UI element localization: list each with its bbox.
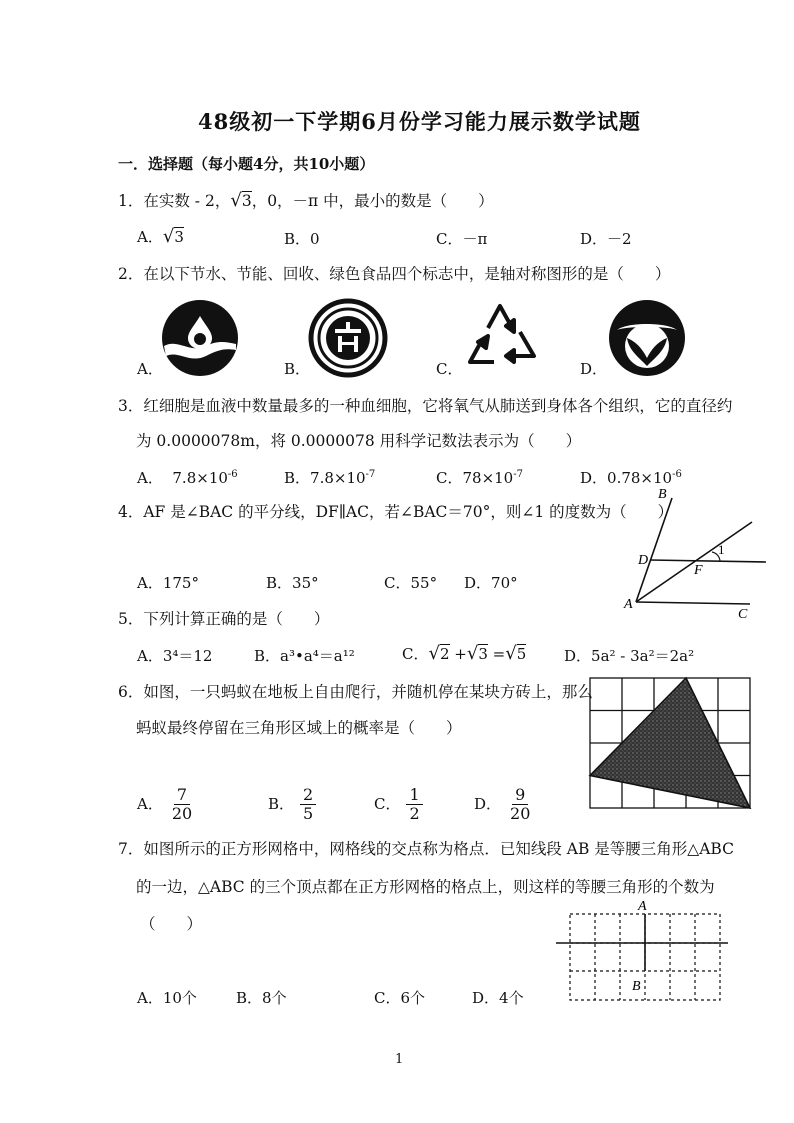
recycling-logo-icon — [462, 298, 542, 374]
question-2: 2．在以下节水、节能、回收、绿色食品四个标志中，是轴对称图形的是（ ） — [118, 265, 671, 283]
q2-label-a: A． — [137, 360, 163, 378]
q6-option-d: D． $\frac{9}{20}$ — [474, 785, 531, 824]
question-3-line2: 为 0.0000078m，将 0.0000078 用科学记数法表示为（ ） — [136, 432, 582, 450]
q6-grid-figure — [588, 676, 752, 810]
question-4: 4．AF 是∠BAC 的平分线，DF∥AC，若∠BAC＝70°，则∠1 的度数为（ ） — [118, 503, 674, 521]
q4-option-b: B．35° — [266, 574, 319, 592]
q7-option-c: C．6个 — [374, 989, 426, 1007]
water-saving-logo-icon — [160, 298, 240, 378]
q2-label-d: D． — [580, 360, 608, 378]
q3-option-d: D．$0.78\times 10^{-6}$ — [580, 469, 682, 487]
q7-option-a: A．10个 — [137, 989, 197, 1007]
label-a: A — [624, 597, 633, 612]
q3-option-b: B．$7.8\times 10^{-7}$ — [284, 469, 376, 487]
q2-label-b: B． — [284, 360, 311, 378]
label-b: B — [632, 979, 641, 994]
q1-stem-b: ，0，－π 中，最小的数是（ ） — [251, 192, 494, 210]
section-header: 一．选择题（每小题4分，共10小题） — [118, 155, 375, 173]
q1-option-d: D．－2 — [580, 230, 632, 248]
q1-option-c: C．－π — [436, 230, 488, 248]
q4-angle-figure — [620, 484, 770, 624]
label-b: B — [658, 487, 667, 502]
q7-grid-figure — [552, 896, 732, 1004]
q3-option-a: A． $7.8\times 10^{-6}$ — [137, 469, 238, 487]
q7-option-d: D．4个 — [472, 989, 524, 1007]
q4-option-d: D．70° — [464, 574, 518, 592]
question-7-line3: （ ） — [140, 915, 203, 933]
q5-option-a: A．3⁴＝12 — [137, 647, 213, 665]
q1-sqrt: √3 — [230, 190, 252, 211]
q5-option-b: B．a³•a⁴＝a¹² — [254, 647, 355, 665]
q7-option-b: B．8个 — [236, 989, 287, 1007]
page-title: 48级初一下学期6月份学习能力展示数学试题 — [198, 109, 641, 134]
green-food-logo-icon — [607, 298, 687, 378]
q1-option-b: B．0 — [284, 230, 320, 248]
q6-option-b: B． $\frac{2}{5}$ — [268, 786, 316, 824]
q6-option-c: C． $\frac{1}{2}$ — [374, 786, 423, 824]
question-5: 5．下列计算正确的是（ ） — [118, 610, 330, 628]
label-d: D — [638, 553, 649, 568]
q2-label-c: C． — [436, 360, 463, 378]
label-f: F — [694, 563, 703, 578]
label-a: A — [638, 899, 647, 914]
line-df — [650, 560, 766, 562]
q3-option-c: C．$78\times 10^{-7}$ — [436, 469, 523, 487]
question-7-line1: 7．如图所示的正方形网格中，网格线的交点称为格点．已知线段 AB 是等腰三角形△ABC — [118, 840, 734, 858]
question-7-line2: 的一边，△ABC 的三个顶点都在正方形网格的格点上，则这样的等腰三角形的个数为 — [136, 878, 715, 896]
label-angle-1: 1 — [718, 542, 725, 557]
q1-stem-a: 1．在实数 - 2， — [118, 192, 231, 210]
q1-option-a: A．√3 — [137, 226, 184, 247]
label-c: C — [738, 607, 748, 622]
question-6-line1: 6．如图，一只蚂蚁在地板上自由爬行，并随机停在某块方砖上，那么 — [118, 683, 593, 701]
q4-option-c: C．55° — [384, 574, 438, 592]
line-ab — [636, 498, 672, 602]
page-number: 1 — [395, 1052, 404, 1067]
q5-option-d: D．5a² - 3a²＝2a² — [564, 647, 695, 665]
q6-option-a: A． $\frac{7}{20}$ — [137, 785, 193, 824]
question-1 — [118, 189, 494, 211]
q4-option-a: A．175° — [137, 574, 199, 592]
question-3-line1: 3．红细胞是血液中数量最多的一种血细胞，它将氧气从肺送到身体各个组织，它的直径约 — [118, 397, 733, 415]
question-6-line2: 蚂蚁最终停留在三角形区域上的概率是（ ） — [136, 719, 462, 737]
q5-option-c: C．√2 +√3 =√5 — [402, 643, 527, 664]
line-ac — [636, 602, 750, 604]
energy-saving-logo-icon — [308, 298, 388, 378]
